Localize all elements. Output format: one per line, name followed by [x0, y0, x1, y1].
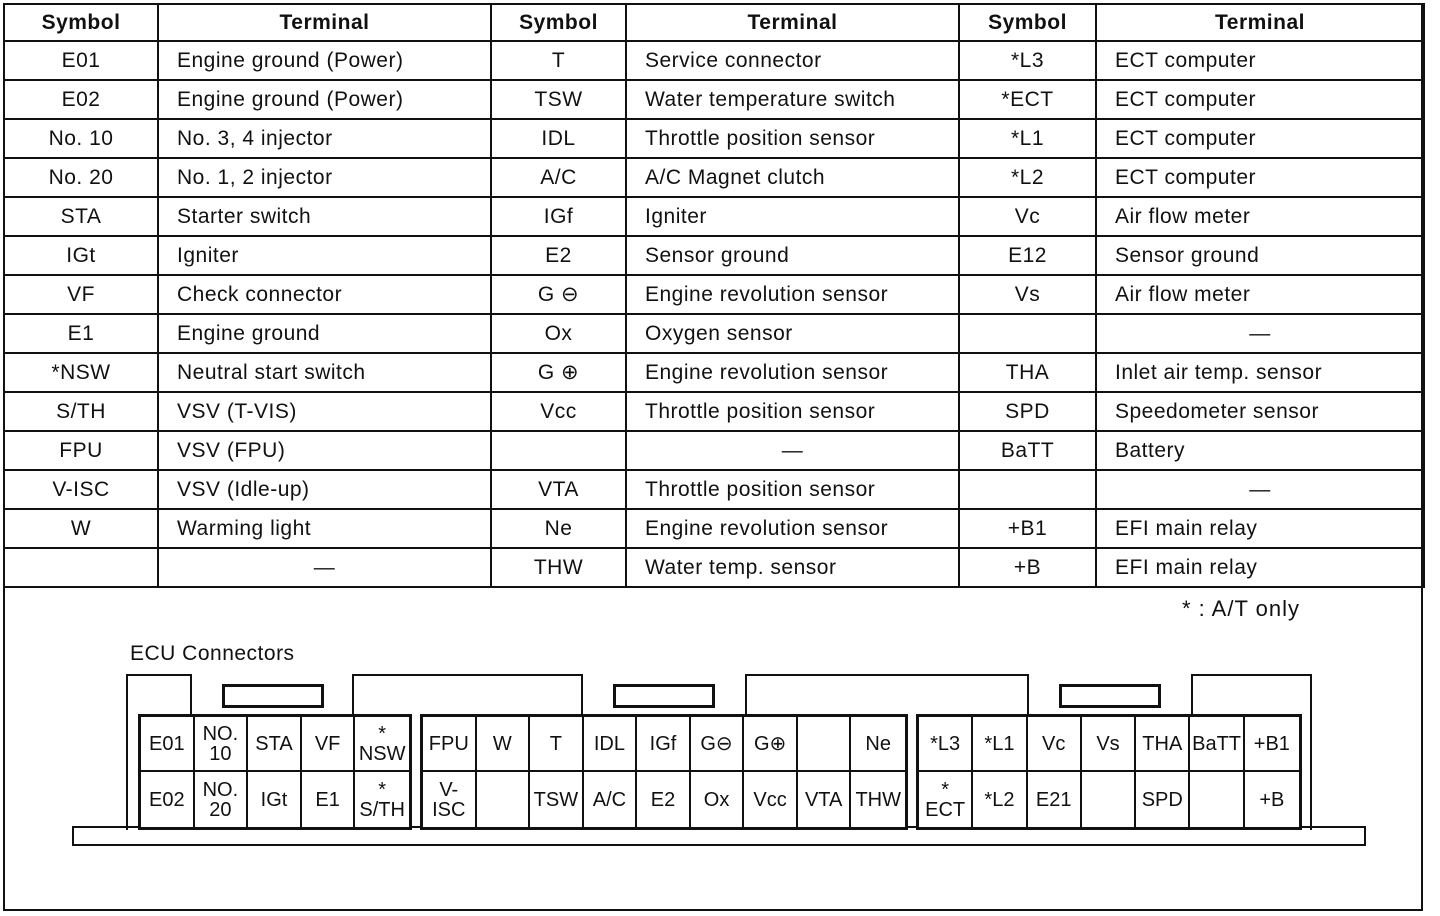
- terminal-cell: —: [158, 548, 491, 587]
- symbol-cell: STA: [4, 197, 158, 236]
- connector-pin: W: [477, 717, 531, 772]
- connector-pin: *L3: [919, 717, 973, 772]
- connector-pin: T: [530, 717, 584, 772]
- symbol-cell: S/TH: [4, 392, 158, 431]
- terminal-cell: —: [1096, 470, 1424, 509]
- connector-pin: FPU: [423, 717, 477, 772]
- connector-pin: * NSW: [355, 717, 409, 772]
- header-symbol-2: Symbol: [491, 4, 626, 41]
- terminal-cell: Engine revolution sensor: [626, 509, 959, 548]
- connector-latch-right: [1059, 684, 1161, 708]
- table-row: [4, 41, 1424, 80]
- connector-pin: [1190, 772, 1244, 827]
- terminal-cell: Engine ground (Power): [158, 80, 491, 119]
- terminal-cell: Battery: [1096, 431, 1424, 470]
- header-symbol-1: Symbol: [4, 4, 158, 41]
- symbol-cell: E1: [4, 314, 158, 353]
- connector-pin: Vcc: [744, 772, 798, 827]
- terminal-cell: —: [1096, 314, 1424, 353]
- table-row: [4, 353, 1424, 392]
- symbol-cell: G ⊖: [491, 275, 626, 314]
- header-terminal-1: Terminal: [158, 4, 491, 41]
- ecu-connectors-title: ECU Connectors: [130, 642, 295, 665]
- connector-pin: * ECT: [919, 772, 973, 827]
- connector-pin: Ne: [851, 717, 905, 772]
- connector-pin: +B: [1259, 788, 1285, 811]
- terminal-cell: Igniter: [158, 236, 491, 275]
- connector-pin: E1: [302, 772, 356, 827]
- terminal-cell: Neutral start switch: [158, 353, 491, 392]
- symbol-cell: IGt: [4, 236, 158, 275]
- symbol-cell: THW: [491, 548, 626, 587]
- connector-pin: *L2: [973, 772, 1027, 827]
- connector-block-left: [138, 714, 412, 830]
- connector-pin: IDL: [584, 717, 638, 772]
- connector-pin: * S/TH: [359, 778, 405, 821]
- symbol-cell: TSW: [491, 80, 626, 119]
- terminal-cell: Water temp. sensor: [626, 548, 959, 587]
- connector-block-right: [916, 714, 1302, 830]
- symbol-cell: IDL: [491, 119, 626, 158]
- symbol-cell: [959, 314, 1096, 353]
- terminal-cell: Throttle position sensor: [626, 392, 959, 431]
- terminal-cell: Sensor ground: [1096, 236, 1424, 275]
- symbol-cell: Ne: [491, 509, 626, 548]
- connector-pin: E01: [141, 717, 195, 772]
- terminal-cell: ECT computer: [1096, 158, 1424, 197]
- table-row: [4, 509, 1424, 548]
- table-row: [4, 80, 1424, 119]
- symbol-cell: [491, 431, 626, 470]
- table-row: [4, 119, 1424, 158]
- connector-latch-left: [222, 684, 324, 708]
- symbol-cell: V-ISC: [4, 470, 158, 509]
- connector-pin: Vc: [1028, 717, 1082, 772]
- symbol-cell: [4, 548, 158, 587]
- symbol-cell: VTA: [491, 470, 626, 509]
- symbol-cell: E12: [959, 236, 1096, 275]
- symbol-cell: T: [491, 41, 626, 80]
- connector-pin: Vs: [1082, 717, 1136, 772]
- connector-pin: BaTT: [1190, 717, 1244, 772]
- connector-pin: SPD: [1136, 772, 1190, 827]
- terminal-cell: ECT computer: [1096, 41, 1424, 80]
- connector-pin: [477, 772, 531, 827]
- symbol-cell: SPD: [959, 392, 1096, 431]
- table-row: [4, 197, 1424, 236]
- table-row: [4, 470, 1424, 509]
- symbol-cell: VF: [4, 275, 158, 314]
- table-row: [4, 158, 1424, 197]
- connector-pin: NO. 20: [195, 772, 249, 827]
- connector-pin: V- ISC: [423, 772, 477, 827]
- symbol-cell: Vcc: [491, 392, 626, 431]
- connector-block-middle: [420, 714, 908, 830]
- terminal-cell: Engine revolution sensor: [626, 353, 959, 392]
- symbol-cell: *L3: [959, 41, 1096, 80]
- symbol-cell: +B1: [959, 509, 1096, 548]
- table-row: [4, 431, 1424, 470]
- connector-pin: *L1: [973, 717, 1027, 772]
- terminal-cell: Oxygen sensor: [626, 314, 959, 353]
- terminal-cell: Water temperature switch: [626, 80, 959, 119]
- connector-pin: STA: [248, 717, 302, 772]
- terminal-cell: No. 3, 4 injector: [158, 119, 491, 158]
- footnote-at-only: * : A/T only: [1182, 596, 1300, 621]
- header-terminal-2: Terminal: [626, 4, 959, 41]
- terminal-cell: ECT computer: [1096, 119, 1424, 158]
- terminal-cell: Throttle position sensor: [626, 119, 959, 158]
- connector-pin: A/C: [584, 772, 638, 827]
- terminal-cell: Throttle position sensor: [626, 470, 959, 509]
- symbol-cell: THA: [959, 353, 1096, 392]
- connector-pin: +B1: [1245, 717, 1299, 772]
- terminal-cell: Service connector: [626, 41, 959, 80]
- symbol-cell: W: [4, 509, 158, 548]
- table-header-row: [4, 4, 1424, 41]
- symbol-cell: IGf: [491, 197, 626, 236]
- pin-grid: [919, 717, 1299, 827]
- terminal-cell: Inlet air temp. sensor: [1096, 353, 1424, 392]
- connector-pin: Ox: [691, 772, 745, 827]
- connector-pin: E2: [637, 772, 691, 827]
- connector-pin: NO. 10: [195, 717, 249, 772]
- symbol-cell: Vs: [959, 275, 1096, 314]
- table-row: [4, 236, 1424, 275]
- terminal-cell: Speedometer sensor: [1096, 392, 1424, 431]
- symbol-cell: *L2: [959, 158, 1096, 197]
- symbol-cell: +B: [959, 548, 1096, 587]
- symbol-cell: E02: [4, 80, 158, 119]
- pin-grid: [423, 717, 905, 827]
- terminal-cell: Engine revolution sensor: [626, 275, 959, 314]
- symbol-cell: Vc: [959, 197, 1096, 236]
- header-terminal-3: Terminal: [1096, 4, 1424, 41]
- symbol-cell: BaTT: [959, 431, 1096, 470]
- symbol-cell: G ⊕: [491, 353, 626, 392]
- connector-latch-middle: [613, 684, 715, 708]
- connector-pin: [798, 717, 852, 772]
- terminal-cell: Engine ground (Power): [158, 41, 491, 80]
- connector-pin: [1082, 772, 1136, 827]
- terminal-cell: ECT computer: [1096, 80, 1424, 119]
- connector-pin: G⊖: [691, 717, 745, 772]
- connector-pin: TSW: [530, 772, 584, 827]
- terminal-cell: Air flow meter: [1096, 275, 1424, 314]
- terminal-cell: VSV (FPU): [158, 431, 491, 470]
- symbol-cell: E2: [491, 236, 626, 275]
- symbol-cell: *NSW: [4, 353, 158, 392]
- terminal-cell: EFI main relay: [1096, 548, 1424, 587]
- terminal-cell: VSV (Idle-up): [158, 470, 491, 509]
- terminal-table: [3, 3, 1425, 588]
- connector-pin: G⊕: [744, 717, 798, 772]
- symbol-cell: *L1: [959, 119, 1096, 158]
- terminal-cell: Air flow meter: [1096, 197, 1424, 236]
- connector-pin: IGf: [637, 717, 691, 772]
- connector-pin: E02: [141, 772, 195, 827]
- terminal-cell: EFI main relay: [1096, 509, 1424, 548]
- symbol-cell: E01: [4, 41, 158, 80]
- header-symbol-3: Symbol: [959, 4, 1096, 41]
- terminal-cell: Starter switch: [158, 197, 491, 236]
- terminal-cell: Check connector: [158, 275, 491, 314]
- connector-pin: E21: [1028, 772, 1082, 827]
- table-body: [4, 41, 1424, 587]
- connector-pin: VF: [302, 717, 356, 772]
- symbol-cell: FPU: [4, 431, 158, 470]
- symbol-cell: No. 20: [4, 158, 158, 197]
- table-row: [4, 314, 1424, 353]
- terminal-cell: Engine ground: [158, 314, 491, 353]
- symbol-cell: Ox: [491, 314, 626, 353]
- table-row: [4, 392, 1424, 431]
- terminal-cell: Igniter: [626, 197, 959, 236]
- connector-pin: VTA: [798, 772, 852, 827]
- connector-pin: THA: [1136, 717, 1190, 772]
- symbol-cell: A/C: [491, 158, 626, 197]
- terminal-cell: A/C Magnet clutch: [626, 158, 959, 197]
- table-row: [4, 275, 1424, 314]
- terminal-cell: Sensor ground: [626, 236, 959, 275]
- terminal-cell: VSV (T-VIS): [158, 392, 491, 431]
- connector-pin: IGt: [248, 772, 302, 827]
- table-row: [4, 548, 1424, 587]
- symbol-cell: No. 10: [4, 119, 158, 158]
- symbol-cell: [959, 470, 1096, 509]
- connector-pin: THW: [855, 788, 901, 811]
- terminal-cell: No. 1, 2 injector: [158, 158, 491, 197]
- terminal-cell: —: [626, 431, 959, 470]
- symbol-cell: *ECT: [959, 80, 1096, 119]
- pin-grid: [141, 717, 409, 827]
- terminal-cell: Warming light: [158, 509, 491, 548]
